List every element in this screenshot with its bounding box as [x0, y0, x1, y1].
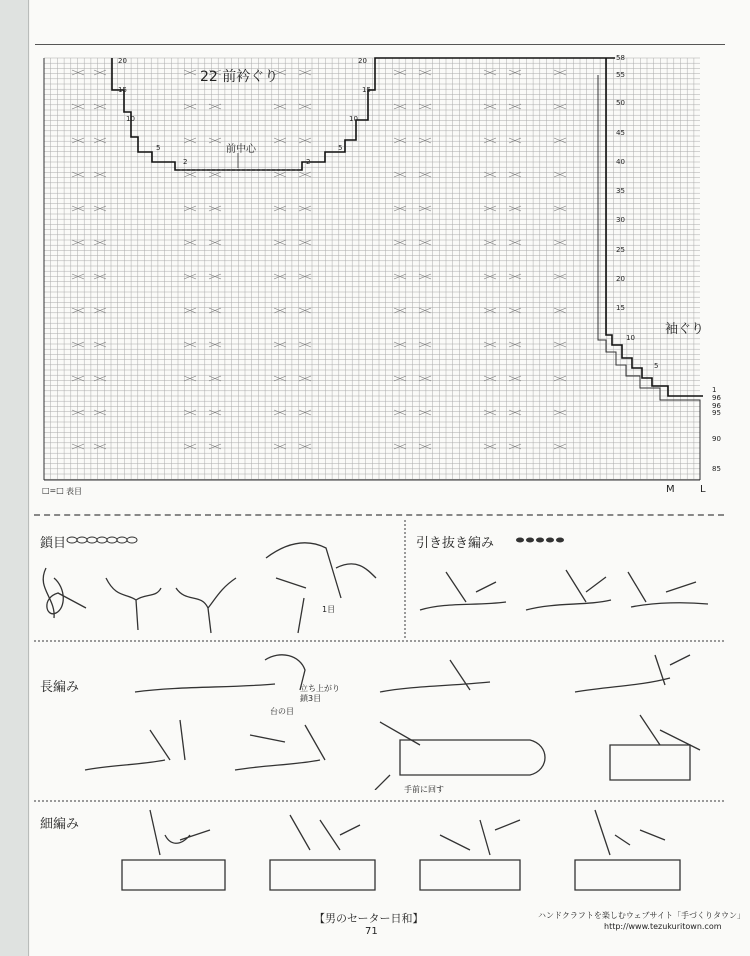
armhole-label: 袖ぐり: [665, 322, 705, 337]
center-label-5: 5: [338, 144, 343, 152]
right-row-label: 58: [616, 54, 625, 62]
chain-step-illustrations: [36, 538, 396, 638]
right-row-label: 50: [616, 99, 625, 107]
right-row-label: 95: [712, 409, 721, 417]
separator-2: [34, 800, 724, 802]
size-m: M: [666, 484, 675, 495]
left-label-2: 2: [183, 158, 188, 166]
right-row-label: 55: [616, 71, 625, 79]
footer-url[interactable]: http://www.tezukuritown.com: [604, 922, 722, 931]
treble-note-turn: 手前に回す: [404, 785, 444, 794]
right-row-label: 15: [616, 304, 625, 312]
right-row-label: 96: [712, 394, 721, 402]
separator-vertical: [404, 520, 406, 638]
center-label-15: 15: [362, 86, 371, 94]
legend-symbol: □=□: [42, 486, 64, 495]
right-row-label: 45: [616, 129, 625, 137]
slip-step-illustrations: [416, 562, 716, 632]
right-row-label: 85: [712, 465, 721, 473]
left-label-20: 20: [118, 57, 127, 65]
center-label-2: 2: [306, 158, 311, 166]
slip-title: 引き抜き編み: [416, 536, 495, 551]
right-row-label: 10: [626, 334, 635, 342]
right-row-label: 96: [712, 402, 721, 410]
legend-text: 表目: [66, 487, 82, 496]
right-row-label: 1: [712, 386, 717, 394]
armhole-outline: [606, 58, 703, 396]
treble-note-base: 台の目: [270, 707, 294, 716]
footer-book-title: 【男のセーター日和】: [314, 912, 424, 925]
right-row-label: 5: [654, 362, 659, 370]
right-row-label: 35: [616, 187, 625, 195]
treble-step-illustrations: [70, 650, 750, 790]
footer-site: ハンドクラフトを楽しむウェブサイト「手づくりタウン」: [538, 911, 745, 920]
treble-note-rise: 立ち上がり: [300, 684, 340, 693]
page-number: 71: [365, 926, 378, 937]
left-label-5: 5: [156, 144, 161, 152]
right-row-label: 40: [616, 158, 625, 166]
front-center-label: 前中心: [226, 144, 256, 155]
left-label-10: 10: [126, 115, 135, 123]
single-step-illustrations: [110, 805, 710, 895]
size-l: L: [700, 484, 706, 495]
separator-1: [34, 640, 724, 642]
right-row-label: 25: [616, 246, 625, 254]
left-label-15: 15: [118, 86, 127, 94]
slip-symbol-icon: [512, 533, 572, 547]
chart-title: 22 前衿ぐり: [200, 69, 279, 85]
chain-note: 1目: [322, 605, 336, 614]
chain-title: 鎖目: [40, 536, 67, 551]
center-label-20: 20: [358, 57, 367, 65]
single-title: 細編み: [40, 817, 80, 832]
center-label-10: 10: [349, 115, 358, 123]
right-row-label: 30: [616, 216, 625, 224]
right-row-label: 90: [712, 435, 721, 443]
right-row-label: 20: [616, 275, 625, 283]
treble-title: 長編み: [40, 680, 80, 695]
separator-chart: [34, 514, 724, 516]
treble-note-chain3: 鎖3目: [300, 694, 322, 703]
